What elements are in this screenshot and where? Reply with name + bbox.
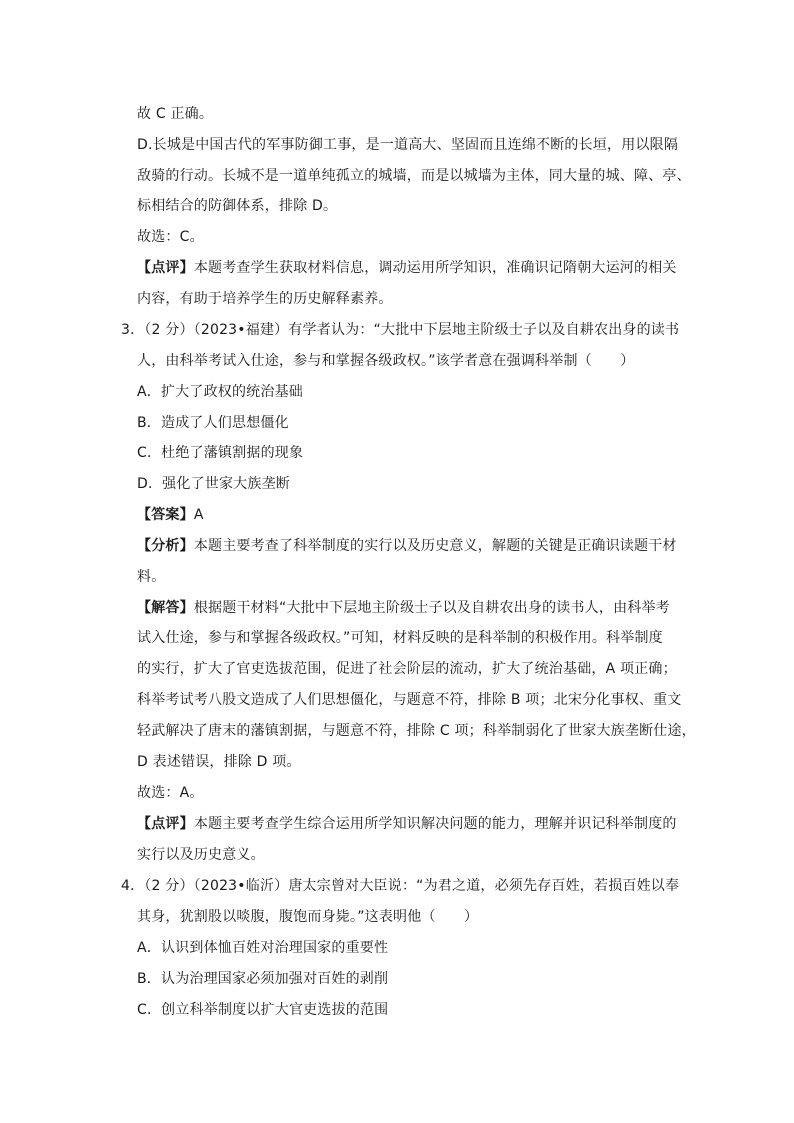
option-c: C．杜绝了藩镇割据的现象 (137, 445, 304, 461)
text-line: 内容，有助于培养学生的历史解释素养。 (137, 291, 393, 307)
option-b: B．造成了人们思想僵化 (137, 415, 289, 431)
question-4-stem: 4．（2 分）（2023•临沂）唐太宗曾对大臣说：“为君之道，必须先存百姓，若损百姓以奉 (121, 878, 680, 894)
text-line: D 表述错误，排除 D 项。 (137, 754, 301, 770)
section-tag: 【答案】 (137, 507, 194, 523)
answer-line: 【答案】A (137, 507, 204, 523)
option-c: C．创立科举制度以扩大官吏选拔的范围 (137, 1002, 389, 1018)
text-line: 故 C 正确。 (137, 106, 214, 122)
question-3-stem: 3．（2 分）（2023•福建）有学者认为：“大批中下层地主阶级士子以及自耕农出身的读书 (121, 322, 680, 338)
text-line: 的实行，扩大了官吏选拔范围，促进了社会阶层的流动，扩大了统治基础，A 项正确； (137, 661, 677, 677)
option-a: A．认识到体恤百姓对治理国家的重要性 (137, 940, 389, 956)
section-tag: 【解答】 (137, 600, 194, 616)
text-line: 料。 (137, 569, 166, 585)
comment-line: 【点评】本题主要考查学生综合运用所学知识解决问题的能力，理解并识记科举制度的 (137, 816, 677, 832)
text-line: 轻武解决了唐末的藩镇割据，与题意不符，排除 C 项；科举制弱化了世家大族垄断仕途， (137, 723, 696, 739)
option-d: D．强化了世家大族垄断 (137, 476, 290, 492)
text-line: 试入仕途，参与和掌握各级政权。”可知，材料反映的是科举制的积极作用。科举制度 (137, 630, 663, 646)
text-line: 人，由科举考试入仕途，参与和掌握各级政权。”该学者意在强调科举制（ ） (137, 353, 635, 369)
comment-line: 【点评】本题考查学生获取材料信息，调动运用所学知识，准确识记隋朝大运河的相关 (137, 260, 677, 276)
text-line: D.长城是中国古代的军事防御工事，是一道高大、坚固而且连绵不断的长垣，用以限隔 (137, 137, 679, 153)
text-line: 敌骑的行动。长城不是一道单纯孤立的城墙，而是以城墙为主体，同大量的城、障、亭、 (137, 168, 691, 184)
text-line: 实行以及历史意义。 (137, 847, 265, 863)
option-a: A．扩大了政权的统治基础 (137, 384, 303, 400)
text-line: 故选：C。 (137, 229, 204, 245)
text-line: 标相结合的防御体系，排除 D。 (137, 198, 338, 214)
option-b: B．认为治理国家必须加强对百姓的剥削 (137, 971, 389, 987)
text-line: 其身，犹割股以啖腹，腹饱而身毙。”这表明他（ ） (137, 909, 479, 925)
section-tag: 【点评】 (137, 816, 194, 832)
text-line: 故选：A。 (137, 785, 204, 801)
solution-line: 【解答】根据题干材料“大批中下层地主阶级士子以及自耕农出身的读书人，由科举考 (137, 600, 670, 616)
section-tag: 【分析】 (137, 538, 194, 554)
analysis-line: 【分析】本题主要考查了科举制度的实行以及历史意义，解题的关键是正确识读题干材 (137, 538, 677, 554)
text-line: 科举考试考八股文造成了人们思想僵化，与题意不符，排除 B 项；北宋分化事权、重文 (137, 692, 682, 708)
section-tag: 【点评】 (137, 260, 194, 276)
